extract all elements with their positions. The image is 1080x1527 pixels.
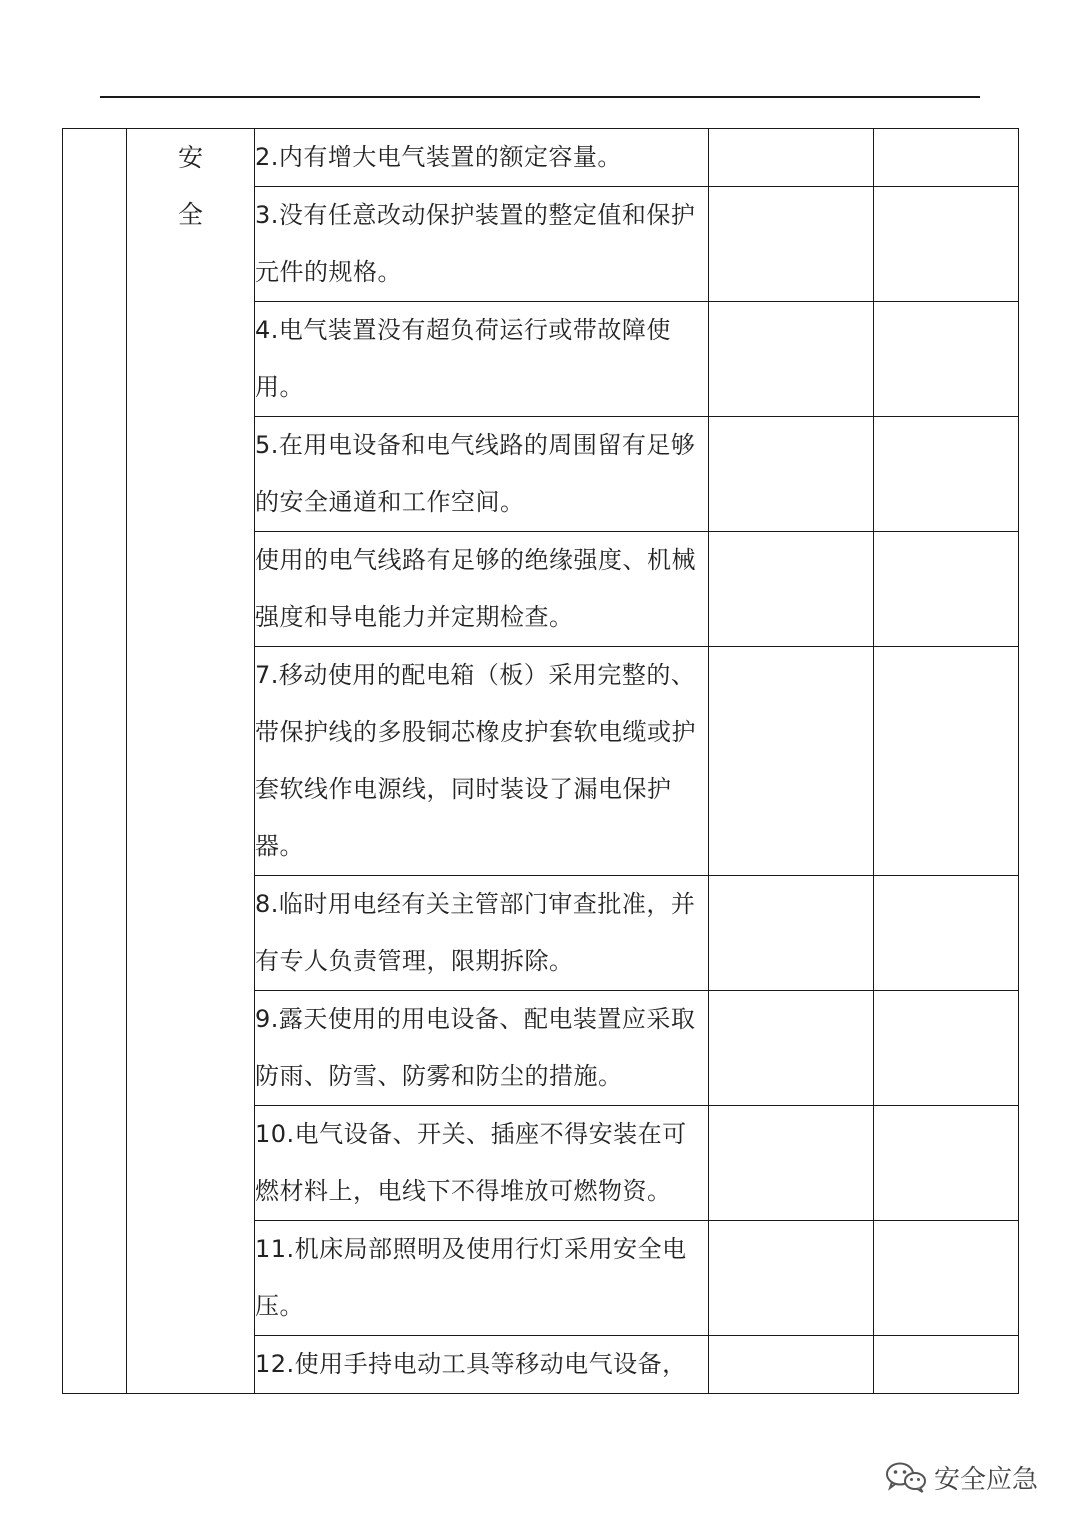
checklist-table: [62, 128, 1019, 1394]
wechat-icon: [884, 1460, 928, 1494]
checklist-item-text: 3.没有任意改动保护装置的整定值和保护元件的规格。: [255, 187, 709, 302]
header-rule: [100, 96, 980, 98]
category-char: 安: [177, 143, 203, 172]
result-cell[interactable]: [709, 532, 874, 647]
checklist-item-text: 5.在用电设备和电气线路的周围留有足够的安全通道和工作空间。: [255, 417, 709, 532]
remarks-cell[interactable]: [874, 876, 1019, 991]
checklist-item-text: 12.使用手持电动工具等移动电气设备，: [255, 1336, 709, 1394]
remarks-cell[interactable]: [874, 417, 1019, 532]
checklist-item-text: 11.机床局部照明及使用行灯采用安全电压。: [255, 1221, 709, 1336]
remarks-cell[interactable]: [874, 302, 1019, 417]
result-cell[interactable]: [709, 417, 874, 532]
result-cell[interactable]: [709, 876, 874, 991]
checklist-item-text: 使用的电气线路有足够的绝缘强度、机械强度和导电能力并定期检查。: [255, 532, 709, 647]
result-cell[interactable]: [709, 1336, 874, 1394]
remarks-cell[interactable]: [874, 129, 1019, 187]
checklist-item-text: 4.电气装置没有超负荷运行或带故障使用。: [255, 302, 709, 417]
result-cell[interactable]: [709, 187, 874, 302]
remarks-cell[interactable]: [874, 1221, 1019, 1336]
table-row: [63, 129, 1019, 187]
checklist-item-text: 2.内有增大电气装置的额定容量。: [255, 129, 709, 187]
remarks-cell[interactable]: [874, 991, 1019, 1106]
checklist-item-text: 9.露天使用的用电设备、配电装置应采取防雨、防雪、防雾和防尘的措施。: [255, 991, 709, 1106]
result-cell[interactable]: [709, 991, 874, 1106]
checklist-item-text: 7.移动使用的配电箱（板）采用完整的、带保护线的多股铜芯橡皮护套软电缆或护套软线作电源线，同时装设了漏电保护器。: [255, 647, 709, 876]
result-cell[interactable]: [709, 647, 874, 876]
remarks-cell[interactable]: [874, 647, 1019, 876]
watermark: [884, 1455, 1038, 1499]
remarks-cell[interactable]: [874, 532, 1019, 647]
checklist-item-text: 8.临时用电经有关主管部门审查批准，并有专人负责管理，限期拆除。: [255, 876, 709, 991]
watermark-text: 安全应急: [934, 1464, 1039, 1495]
result-cell[interactable]: [709, 1106, 874, 1221]
category-cell: [127, 129, 255, 1394]
remarks-cell[interactable]: [874, 1106, 1019, 1221]
result-cell[interactable]: [709, 129, 874, 187]
index-column-cell: [63, 129, 127, 1394]
result-cell[interactable]: [709, 302, 874, 417]
checklist-item-text: 10.电气设备、开关、插座不得安装在可燃材料上，电线下不得堆放可燃物资。: [255, 1106, 709, 1221]
result-cell[interactable]: [709, 1221, 874, 1336]
category-char: 全: [177, 200, 203, 229]
remarks-cell[interactable]: [874, 1336, 1019, 1394]
remarks-cell[interactable]: [874, 187, 1019, 302]
